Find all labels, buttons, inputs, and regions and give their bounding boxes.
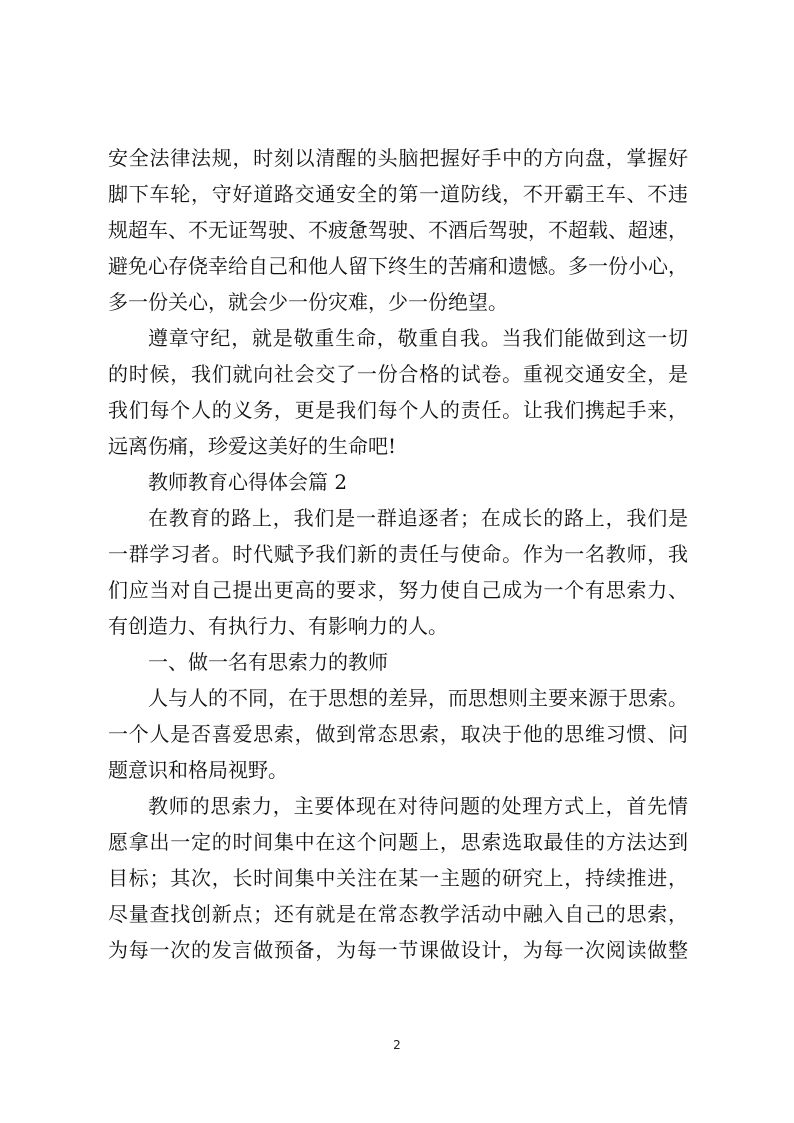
text-line: 有创造力、有执行力、有影响力的人。 <box>108 614 448 638</box>
text-line: 脚下车轮，守好道路交通安全的第一道防线，不开霸王车、不违 <box>108 182 688 206</box>
text-line: 为每一次的发言做预备，为每一节课做设计，为每一次阅读做整 <box>108 938 688 962</box>
text-line: 一群学习者。时代赋予我们新的责任与使命。作为一名教师，我 <box>108 542 688 566</box>
paragraph-first-line: 遵章守纪，就是敬重生命，敬重自我。当我们能做到这一切 <box>148 326 688 350</box>
section-heading: 教师教育心得体会篇 2 <box>148 470 348 494</box>
text-line: 多一份关心，就会少一份灾难，少一份绝望。 <box>108 290 508 314</box>
text-line: 安全法律法规，时刻以清醒的头脑把握好手中的方向盘，掌握好 <box>108 146 688 170</box>
paragraph-first-line: 人与人的不同，在于思想的差异，而思想则主要来源于思索。 <box>148 686 688 710</box>
text-line: 一个人是否喜爱思索，做到常态思索，取决于他的思维习惯、问 <box>108 722 688 746</box>
text-line: 我们每个人的义务，更是我们每个人的责任。让我们携起手来， <box>108 398 688 422</box>
text-line: 愿拿出一定的时间集中在这个问题上，思索选取最佳的方法达到 <box>108 830 688 854</box>
text-line: 规超车、不无证驾驶、不疲惫驾驶、不酒后驾驶，不超载、超速， <box>108 218 688 242</box>
text-line: 题意识和格局视野。 <box>108 758 288 782</box>
text-line: 避免心存侥幸给自己和他人留下终生的苦痛和遗憾。多一份小心， <box>108 254 688 278</box>
text-line: 的时候，我们就向社会交了一份合格的试卷。重视交通安全，是 <box>108 362 688 386</box>
page-number: 2 <box>393 1038 401 1052</box>
text-line: 尽量查找创新点；还有就是在常态教学活动中融入自己的思索， <box>108 902 688 926</box>
text-line: 远离伤痛，珍爱这美好的生命吧! <box>108 434 397 458</box>
subsection-heading: 一、做一名有思索力的教师 <box>148 650 388 674</box>
paragraph-first-line: 在教育的路上，我们是一群追逐者；在成长的路上，我们是 <box>148 506 688 530</box>
paragraph-first-line: 教师的思索力，主要体现在对待问题的处理方式上，首先情 <box>148 794 688 818</box>
body-text <box>108 140 688 968</box>
text-line: 们应当对自己提出更高的要求，努力使自己成为一个有思索力、 <box>108 578 688 602</box>
text-line: 目标；其次，长时间集中关注在某一主题的研究上，持续推进， <box>108 866 688 890</box>
